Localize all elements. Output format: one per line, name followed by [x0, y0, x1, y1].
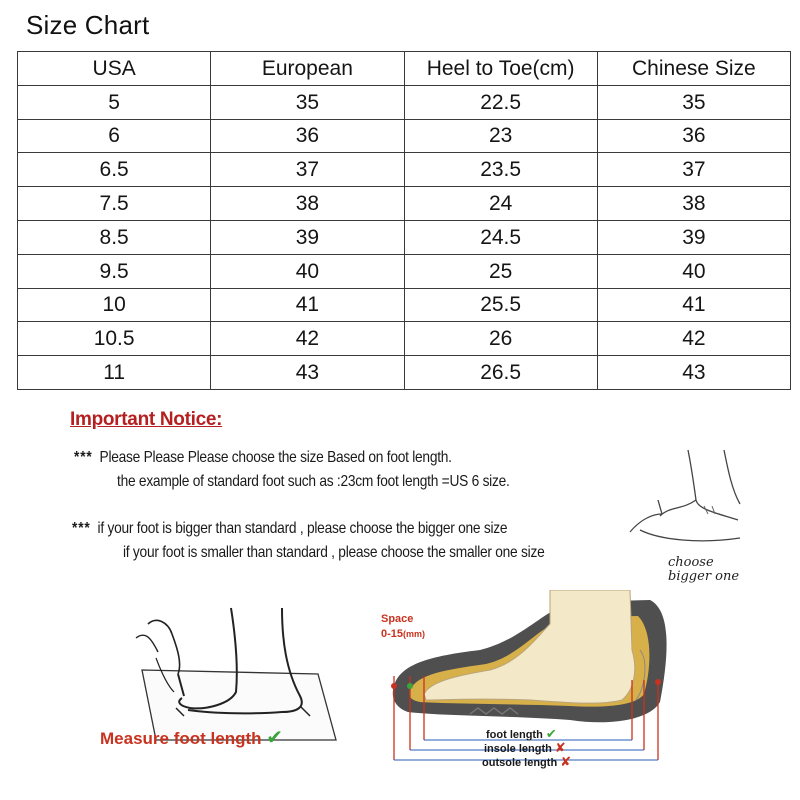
table-row: [18, 220, 791, 254]
table-cell: 10: [18, 288, 211, 322]
notice-text-1: Please Please Please choose the size Based on foot length.: [99, 449, 452, 466]
notice-line-1: [74, 449, 452, 467]
notice-line-4: [123, 544, 544, 562]
annotation-line-1: choose: [668, 555, 714, 570]
table-cell: 9.5: [18, 254, 211, 288]
notice-text-2: the example of standard foot such as :23cm foot length =US 6 size.: [117, 473, 510, 490]
table-cell: 38: [597, 187, 790, 221]
table-row: [18, 288, 791, 322]
table-cell: 25.5: [404, 288, 597, 322]
table-cell: 39: [211, 220, 404, 254]
table-cell: 38: [211, 187, 404, 221]
table-row: [18, 254, 791, 288]
page-title: Size Chart: [26, 10, 150, 40]
bullet-stars: ***: [74, 449, 93, 466]
space-label: Space: [381, 613, 414, 625]
table-row: [18, 153, 791, 187]
notice-line-3: [72, 520, 507, 538]
foot-sketch-illustration: [600, 440, 760, 560]
column-header-usa: USA: [18, 52, 211, 86]
table-cell: 6: [18, 119, 211, 153]
table-cell: 41: [211, 288, 404, 322]
column-header-heel-to-toe: Heel to Toe(cm): [404, 52, 597, 86]
table-cell: 6.5: [18, 153, 211, 187]
insole-length-text: insole length: [484, 743, 552, 755]
table-cell: 42: [211, 322, 404, 356]
table-cell: 5: [18, 85, 211, 119]
column-header-european: European: [211, 52, 404, 86]
table-cell: 23.5: [404, 153, 597, 187]
table-cell: 23: [404, 119, 597, 153]
check-icon: ✔: [545, 726, 557, 741]
table-cell: 25: [404, 254, 597, 288]
table-cell: 43: [211, 356, 404, 390]
table-cell: 37: [597, 153, 790, 187]
outsole-length-text: outsole length: [482, 757, 558, 769]
notice-line-2: [117, 473, 510, 491]
table-row: [18, 322, 791, 356]
measure-foot-length-label: [100, 725, 283, 750]
outsole-length-label: [482, 754, 571, 770]
notice-text-3: if your foot is bigger than standard , please choose the bigger one size: [97, 520, 508, 537]
space-range-label: [381, 628, 425, 640]
check-icon: ✔: [266, 727, 284, 749]
table-cell: 35: [211, 85, 404, 119]
table-cell: 10.5: [18, 322, 211, 356]
table-cell: 41: [597, 288, 790, 322]
table-row: [18, 356, 791, 390]
table-row: [18, 187, 791, 221]
table-row: [18, 85, 791, 119]
table-cell: 43: [597, 356, 790, 390]
notice-text-4: if your foot is smaller than standard , please choose the smaller one size: [123, 544, 545, 561]
table-cell: 40: [211, 254, 404, 288]
table-cell: 35: [597, 85, 790, 119]
table-cell: 40: [597, 254, 790, 288]
choose-bigger-annotation: [668, 556, 739, 584]
size-chart-table: [17, 51, 791, 390]
table-cell: 8.5: [18, 220, 211, 254]
cross-icon: ✘: [560, 754, 572, 769]
table-row: [18, 119, 791, 153]
table-cell: 7.5: [18, 187, 211, 221]
cross-icon: ✘: [554, 740, 566, 755]
notice-title: Important Notice:: [70, 409, 223, 430]
table-cell: 36: [211, 119, 404, 153]
table-cell: 39: [597, 220, 790, 254]
table-cell: 37: [211, 153, 404, 187]
column-header-chinese-size: Chinese Size: [597, 52, 790, 86]
table-cell: 36: [597, 119, 790, 153]
annotation-line-2: bigger one: [668, 569, 740, 584]
table-cell: 24.5: [404, 220, 597, 254]
measure-foot-illustration: [86, 600, 346, 780]
space-range-value: 0-15: [381, 628, 404, 640]
space-range-unit: (mm): [403, 629, 426, 639]
table-cell: 22.5: [404, 85, 597, 119]
table-cell: 26.5: [404, 356, 597, 390]
table-header-row: [18, 52, 791, 86]
table-cell: 11: [18, 356, 211, 390]
bullet-stars: ***: [72, 520, 91, 537]
measure-label-text: Measure foot length: [100, 729, 262, 748]
table-cell: 26: [404, 322, 597, 356]
table-cell: 42: [597, 322, 790, 356]
table-cell: 24: [404, 187, 597, 221]
foot-length-text: foot length: [486, 729, 543, 741]
